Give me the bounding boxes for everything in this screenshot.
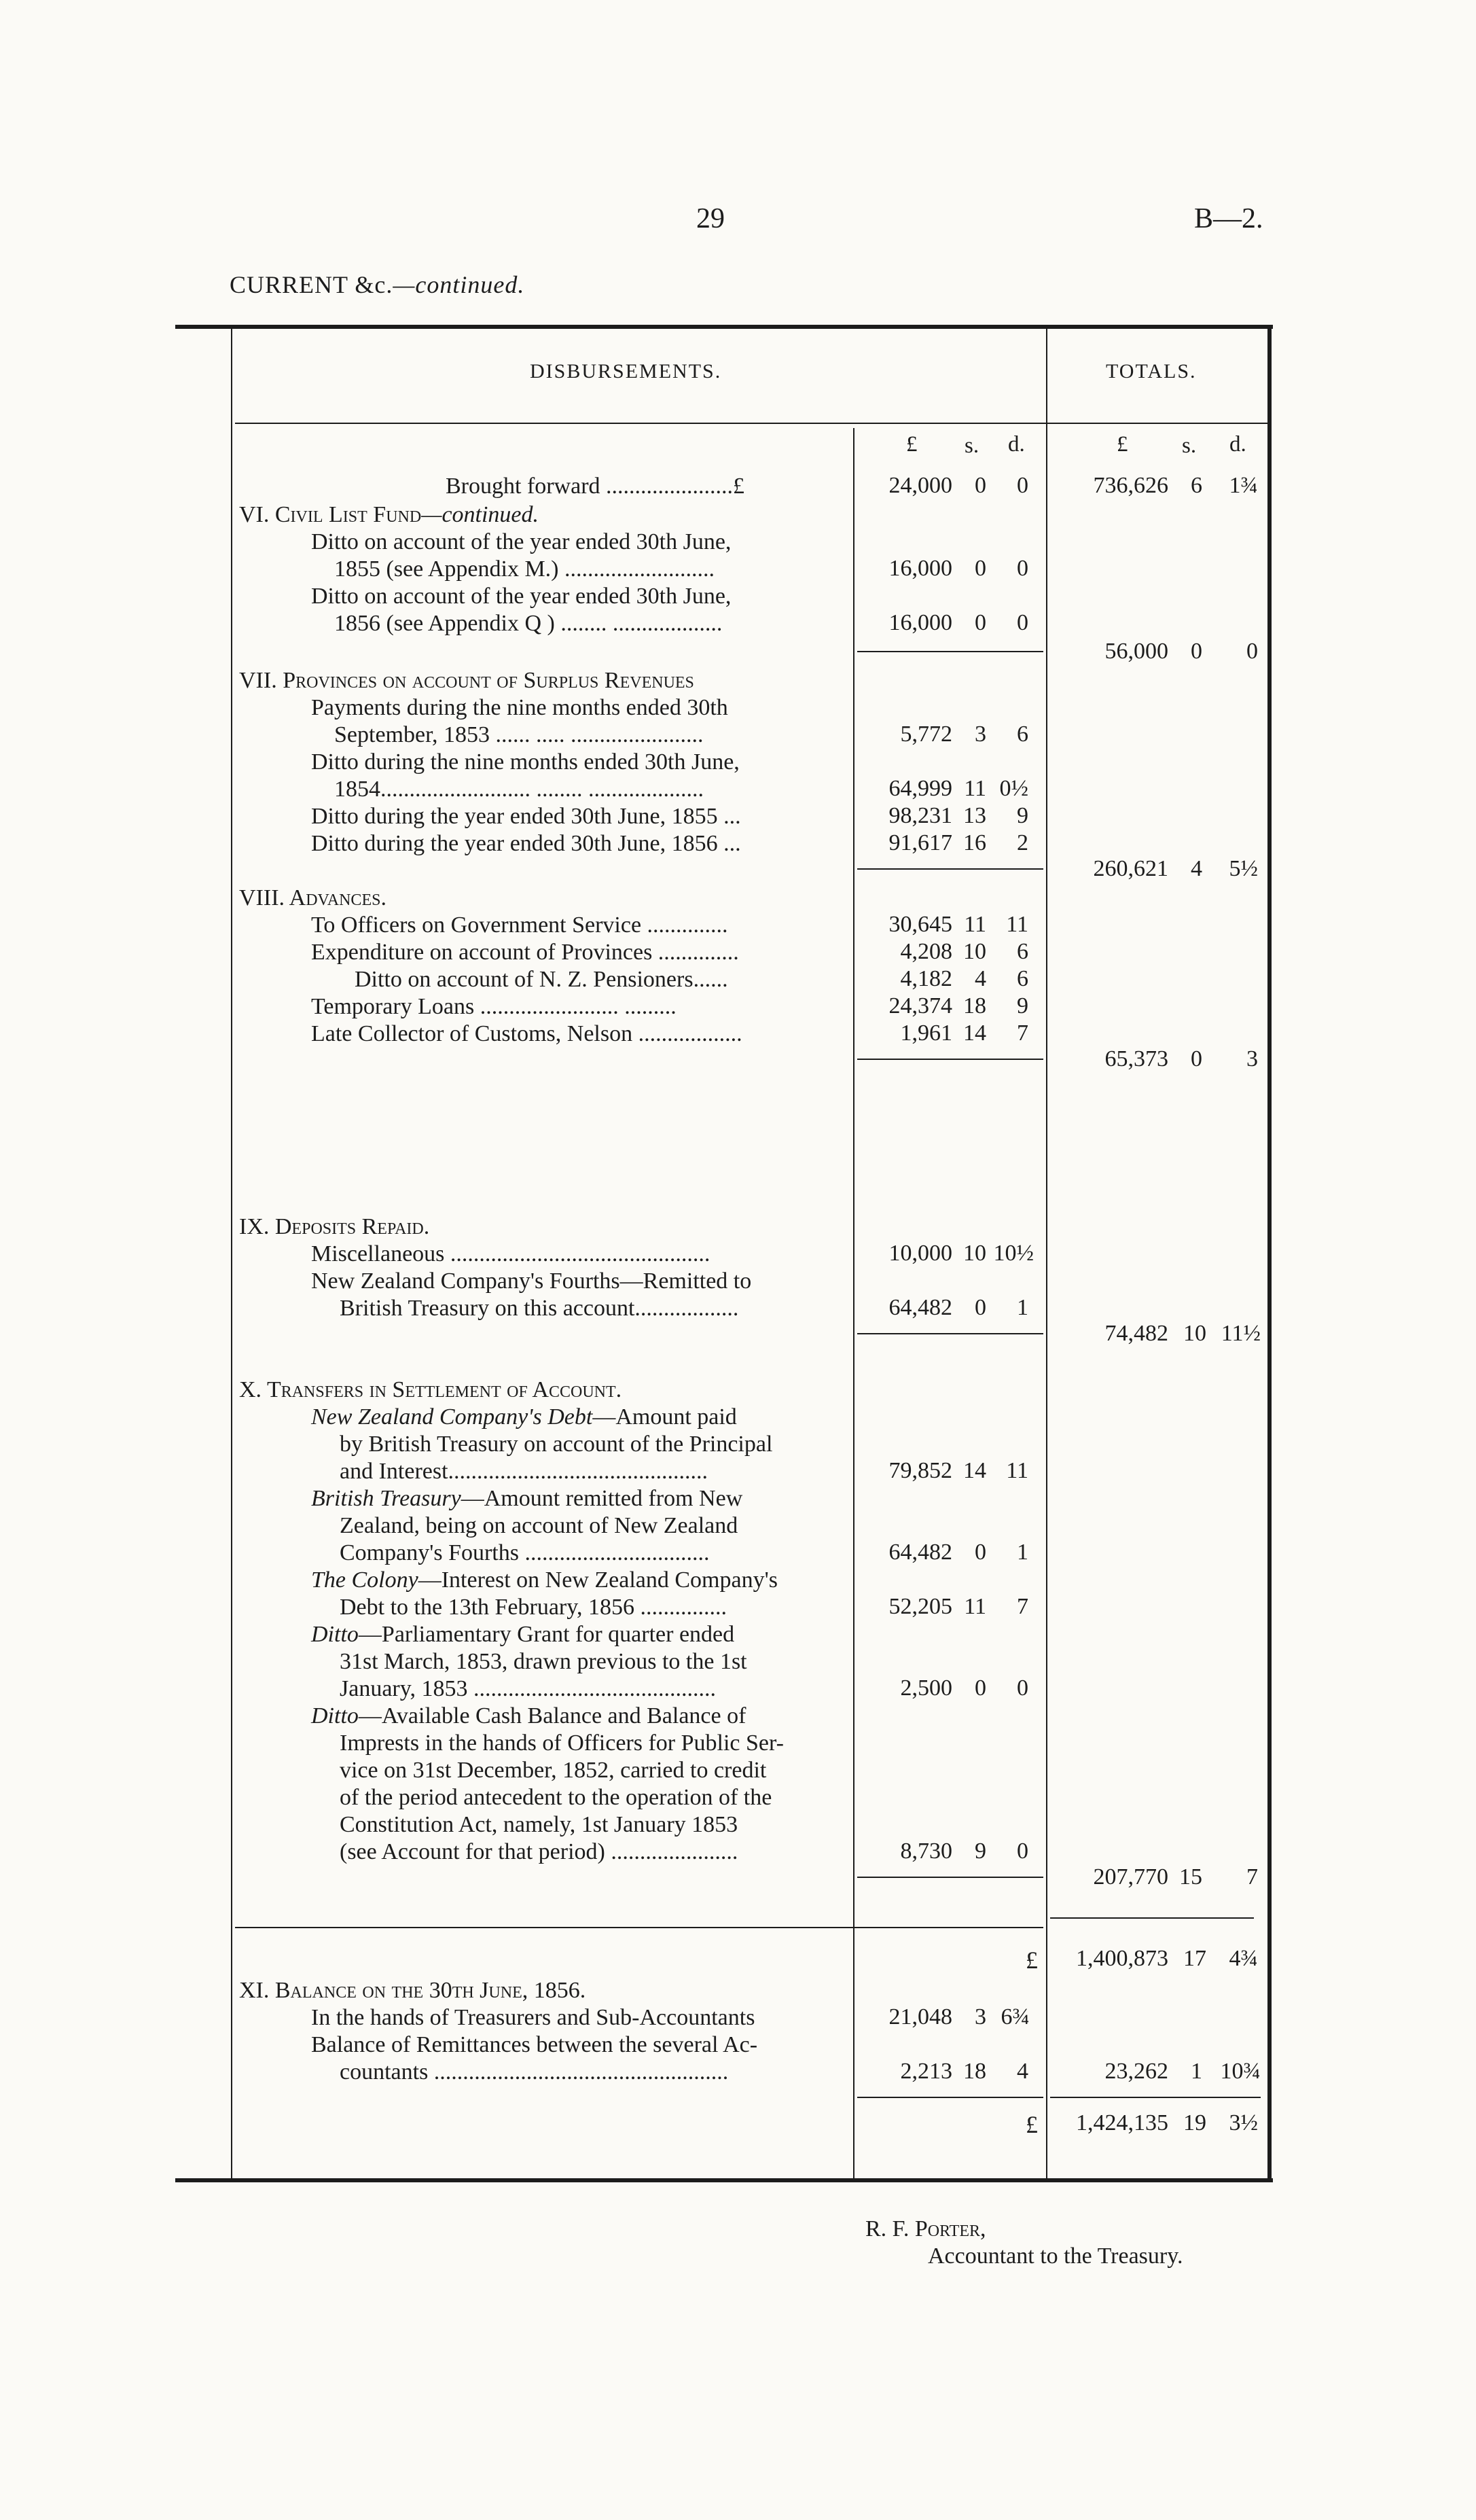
section-x-row2-line2: Zealand, being on account of New Zealand — [340, 1513, 738, 1538]
section-xi-total-pounds: 23,262 — [1104, 2059, 1168, 2084]
section-vi-row2-pounds: 16,000 — [888, 610, 952, 635]
section-vi-row1-line2: 1855 (see Appendix M.) .......................... — [334, 556, 715, 582]
section-xi-row2-line2: countants ................................................... — [340, 2059, 729, 2084]
section-vi-total-s: 0 — [1191, 639, 1202, 664]
section-x-row5-line1 — [311, 1703, 746, 1730]
grand-total-pound-sign-left: £ — [1026, 2111, 1038, 2138]
totals-heading: TOTALS. — [1106, 360, 1197, 383]
section-ix-row2-pounds: 64,482 — [888, 1295, 952, 1320]
section-viii-row3-d: 6 — [1017, 966, 1028, 991]
section-x-row1-d: 11 — [1006, 1458, 1028, 1483]
section-x-row1-pounds: 79,852 — [888, 1458, 952, 1483]
section-x-row5-line6: (see Account for that period) ...................... — [340, 1839, 738, 1864]
section-x-row4-d: 0 — [1017, 1675, 1028, 1701]
section-x-row5-line2: Imprests in the hands of Officers for Public Ser- — [340, 1731, 784, 1756]
brought-forward-total-d: 1¾ — [1229, 473, 1258, 498]
section-vi-row2-line2: 1856 (see Appendix Q ) ........ ................... — [334, 611, 723, 636]
section-viii-row3-pounds: 4,182 — [900, 966, 952, 991]
total-pence-column-header: d. — [1229, 432, 1246, 457]
section-ix-row2-line1: New Zealand Company's Fourths—Remitted to — [311, 1268, 752, 1294]
section-x-row4-line2: 31st March, 1853, drawn previous to the 1st — [340, 1649, 747, 1674]
section-vii-row3-line1: Ditto during the year ended 30th June, 1855 ... — [311, 804, 741, 829]
section-x-row5-text: —Available Cash Balance and Balance of — [358, 1703, 746, 1728]
section-vii-row2-line2: 1854.......................... ........ .................... — [334, 777, 704, 802]
brought-forward-s: 0 — [975, 473, 986, 498]
section-viii-row4-d: 9 — [1017, 993, 1028, 1018]
section-x-row5-d: 0 — [1017, 1839, 1028, 1864]
section-x-total-d: 7 — [1246, 1864, 1258, 1889]
section-vii-row3-pounds: 98,231 — [888, 803, 952, 828]
section-viii-row5-pounds: 1,961 — [900, 1021, 952, 1046]
section-viii-row5-line1: Late Collector of Customs, Nelson .................. — [311, 1021, 742, 1046]
running-title — [230, 270, 524, 299]
section-x-row2-line3: Company's Fourths ................................ — [340, 1540, 710, 1565]
grand-total-rule-left — [857, 2097, 1043, 2098]
section-ix-total-d: 11½ — [1221, 1321, 1261, 1346]
section-viii-row2-s: 10 — [963, 939, 986, 964]
section-viii-total-d: 3 — [1246, 1046, 1258, 1071]
section-vii-row4-s: 16 — [963, 830, 986, 855]
section-vi-total-pounds: 56,000 — [1104, 639, 1168, 664]
section-vi-title-suffix: —continued. — [421, 502, 539, 527]
shilling-column-header: s. — [965, 433, 979, 458]
section-x-row5-pounds: 8,730 — [900, 1839, 952, 1864]
section-viii-row1-pounds: 30,645 — [888, 912, 952, 937]
section-x-row5-line5: Constitution Act, namely, 1st January 1853 — [340, 1812, 738, 1837]
section-vii-total-s: 4 — [1191, 856, 1202, 881]
section-x-row2-italic: British Treasury — [311, 1486, 461, 1511]
section-vii-total-d: 5½ — [1229, 856, 1258, 881]
section-viii-row3-line1: Ditto on account of N. Z. Pensioners...... — [355, 967, 728, 992]
section-x-row3-line1 — [311, 1567, 778, 1594]
section-xi-row1-d: 6¾ — [1001, 2004, 1030, 2029]
section-ix-row1-s: 10 — [963, 1241, 986, 1266]
section-vi-row1-pounds: 16,000 — [888, 556, 952, 581]
section-xi-row2-s: 18 — [963, 2059, 986, 2084]
section-vi-row2-d: 0 — [1017, 610, 1028, 635]
section-viii-subtotal-rule — [857, 1059, 1043, 1060]
section-x-row4-line3: January, 1853 .......................................... — [340, 1676, 717, 1701]
section-viii-row5-s: 14 — [963, 1021, 986, 1046]
totals-divider — [1046, 329, 1047, 2178]
sheet-reference: B—2. — [1194, 203, 1263, 234]
section-x-row1-italic: New Zealand Company's Debt — [311, 1404, 593, 1430]
section-vii-row1-line1: Payments during the nine months ended 30th — [311, 695, 728, 720]
section-vi-total-d: 0 — [1246, 639, 1258, 664]
total-shilling-column-header: s. — [1182, 433, 1197, 458]
section-viii-row2-d: 6 — [1017, 939, 1028, 964]
subtotal-rule-right — [1050, 1917, 1254, 1919]
signatory-title: Accountant to the Treasury. — [928, 2243, 1183, 2269]
brought-forward-total-s: 6 — [1191, 473, 1202, 498]
subtotal-pounds: 1,400,873 — [1076, 1946, 1168, 1971]
section-vii-row4-pounds: 91,617 — [888, 830, 952, 855]
section-xi-total-d: 10¾ — [1220, 2059, 1261, 2084]
section-x-row5-italic: Ditto — [311, 1703, 359, 1728]
disbursements-heading: DISBURSEMENTS. — [530, 360, 722, 383]
section-xi-total-s: 1 — [1191, 2059, 1202, 2084]
section-xi-row2-line1: Balance of Remittances between the several Ac- — [311, 2032, 758, 2057]
subtotal-pound-sign: £ — [1026, 1947, 1038, 1974]
brought-forward-pounds: 24,000 — [888, 473, 952, 498]
section-ix-row2-d: 1 — [1017, 1295, 1028, 1320]
section-vi-row2-s: 0 — [975, 610, 986, 635]
section-xi-title: XI. Balance on the 30th June, 1856. — [239, 1978, 586, 2003]
section-x-row4-s: 0 — [975, 1675, 986, 1701]
section-viii-row3-s: 4 — [975, 966, 986, 991]
section-ix-row1-pounds: 10,000 — [888, 1241, 952, 1266]
section-vii-row2-line1: Ditto during the nine months ended 30th June, — [311, 749, 740, 775]
pound-column-header: £ — [906, 432, 918, 457]
section-viii-row2-line1: Expenditure on account of Provinces .............. — [311, 940, 739, 965]
section-x-row5-line4: of the period antecedent to the operation of the — [340, 1785, 772, 1810]
section-vii-row2-s: 11 — [964, 776, 986, 801]
left-border — [231, 329, 232, 2178]
section-viii-title: VIII. Advances. — [239, 885, 386, 910]
section-vi-row1-line1: Ditto on account of the year ended 30th June, — [311, 529, 732, 554]
section-viii-total-s: 0 — [1191, 1046, 1202, 1071]
right-border — [1267, 329, 1272, 2178]
top-rule — [175, 325, 1273, 329]
section-vii-title: VII. Provinces on account of Surplus Revenues — [239, 668, 694, 693]
subtotal-d: 4¾ — [1229, 1946, 1258, 1971]
section-vi-title — [239, 501, 539, 529]
section-vii-subtotal-rule — [857, 868, 1043, 870]
heading-rule — [235, 423, 1267, 424]
section-x-row1-line2: by British Treasury on account of the Principal — [340, 1432, 773, 1457]
section-xi-row1-line1: In the hands of Treasurers and Sub-Accountants — [311, 2005, 755, 2030]
section-xi-row2-pounds: 2,213 — [900, 2059, 952, 2084]
section-x-row2-pounds: 64,482 — [888, 1540, 952, 1565]
section-ix-row1-line1: Miscellaneous ............................................. — [311, 1241, 710, 1266]
section-x-row1-line3: and Interest............................................. — [340, 1459, 708, 1484]
section-x-row3-d: 7 — [1017, 1594, 1028, 1619]
section-x-row1-text: —Amount paid — [592, 1404, 737, 1430]
grand-total-pounds: 1,424,135 — [1076, 2110, 1168, 2135]
section-x-row2-text: —Amount remitted from New — [461, 1486, 743, 1511]
section-ix-title: IX. Deposits Repaid. — [239, 1214, 430, 1239]
section-viii-row4-line1: Temporary Loans ........................ ......... — [311, 994, 677, 1019]
section-x-total-s: 15 — [1179, 1864, 1202, 1889]
section-x-row1-s: 14 — [963, 1458, 986, 1483]
section-x-row3-line2: Debt to the 13th February, 1856 ............... — [340, 1595, 727, 1620]
section-viii-row2-pounds: 4,208 — [900, 939, 952, 964]
signatory-name: R. F. Porter, — [865, 2216, 986, 2241]
grand-total-s: 19 — [1183, 2110, 1206, 2135]
grand-total-rule-right — [1050, 2097, 1261, 2098]
section-vii-row2-d: 0½ — [999, 776, 1028, 801]
section-x-row1-line1 — [311, 1404, 737, 1431]
section-viii-row4-s: 18 — [963, 993, 986, 1018]
section-x-row2-s: 0 — [975, 1540, 986, 1565]
grand-total-d: 3½ — [1229, 2110, 1258, 2135]
subtotal-s: 17 — [1183, 1946, 1206, 1971]
brought-forward-d: 0 — [1017, 473, 1028, 498]
section-ix-total-pounds: 74,482 — [1104, 1321, 1168, 1346]
section-vi-row2-line1: Ditto on account of the year ended 30th June, — [311, 584, 732, 609]
section-x-title: X. Transfers in Settlement of Account. — [239, 1377, 622, 1402]
brought-forward-label: Brought forward ......................£ — [446, 474, 745, 499]
section-vii-row1-pounds: 5,772 — [900, 722, 952, 747]
section-vii-row4-line1: Ditto during the year ended 30th June, 1856 ... — [311, 831, 741, 856]
section-vi-title-main: VI. Civil List Fund — [239, 502, 422, 527]
section-x-row2-d: 1 — [1017, 1540, 1028, 1565]
section-viii-row1-s: 11 — [964, 912, 986, 937]
section-vi-row1-d: 0 — [1017, 556, 1028, 581]
section-x-row3-text: —Interest on New Zealand Company's — [418, 1567, 778, 1593]
section-ix-total-s: 10 — [1183, 1321, 1206, 1346]
subtotal-rule-left — [235, 1927, 1043, 1928]
section-xi-row2-d: 4 — [1017, 2059, 1028, 2084]
section-viii-row4-pounds: 24,374 — [888, 993, 952, 1018]
section-x-row4-line1 — [311, 1621, 734, 1648]
section-vii-row4-d: 2 — [1017, 830, 1028, 855]
running-title-suffix: —continued. — [393, 271, 525, 298]
running-title-main: CURRENT &c. — [230, 271, 393, 298]
section-xi-row1-s: 3 — [975, 2004, 986, 2029]
section-x-row3-italic: The Colony — [311, 1567, 418, 1593]
section-vii-row3-d: 9 — [1017, 803, 1028, 828]
section-ix-subtotal-rule — [857, 1333, 1043, 1334]
section-vii-row1-d: 6 — [1017, 722, 1028, 747]
pence-column-header: d. — [1008, 432, 1025, 457]
section-x-row4-text: —Parliamentary Grant for quarter ended — [358, 1622, 735, 1647]
section-ix-row2-line2: British Treasury on this account.................. — [340, 1296, 739, 1321]
total-pound-column-header: £ — [1117, 432, 1128, 457]
bottom-rule — [175, 2178, 1273, 2182]
section-vii-total-pounds: 260,621 — [1093, 856, 1168, 881]
section-ix-row1-d: 10½ — [993, 1241, 1034, 1266]
section-ix-row2-s: 0 — [975, 1295, 986, 1320]
section-x-total-pounds: 207,770 — [1093, 1864, 1168, 1889]
section-viii-total-pounds: 65,373 — [1104, 1046, 1168, 1071]
section-vii-row1-line2: September, 1853 ...... ..... ....................... — [334, 722, 704, 747]
section-x-row3-s: 11 — [964, 1594, 986, 1619]
section-vi-subtotal-rule — [857, 651, 1043, 652]
section-vii-row2-pounds: 64,999 — [888, 776, 952, 801]
section-x-row2-line1 — [311, 1485, 742, 1512]
section-viii-row1-line1: To Officers on Government Service .............. — [311, 912, 728, 938]
section-viii-row5-d: 7 — [1017, 1021, 1028, 1046]
page-number: 29 — [696, 203, 725, 234]
section-x-row4-italic: Ditto — [311, 1622, 359, 1647]
section-vi-row1-s: 0 — [975, 556, 986, 581]
section-viii-row1-d: 11 — [1006, 912, 1028, 937]
section-x-subtotal-rule — [857, 1877, 1043, 1878]
section-x-row4-pounds: 2,500 — [900, 1675, 952, 1701]
section-x-row5-line3: vice on 31st December, 1852, carried to credit — [340, 1758, 767, 1783]
section-xi-row1-pounds: 21,048 — [888, 2004, 952, 2029]
amount-column-divider — [853, 428, 854, 2178]
section-x-row3-pounds: 52,205 — [888, 1594, 952, 1619]
brought-forward-total-pounds: 736,626 — [1093, 473, 1168, 498]
section-x-row5-s: 9 — [975, 1839, 986, 1864]
section-vii-row3-s: 13 — [963, 803, 986, 828]
section-vii-row1-s: 3 — [975, 722, 986, 747]
